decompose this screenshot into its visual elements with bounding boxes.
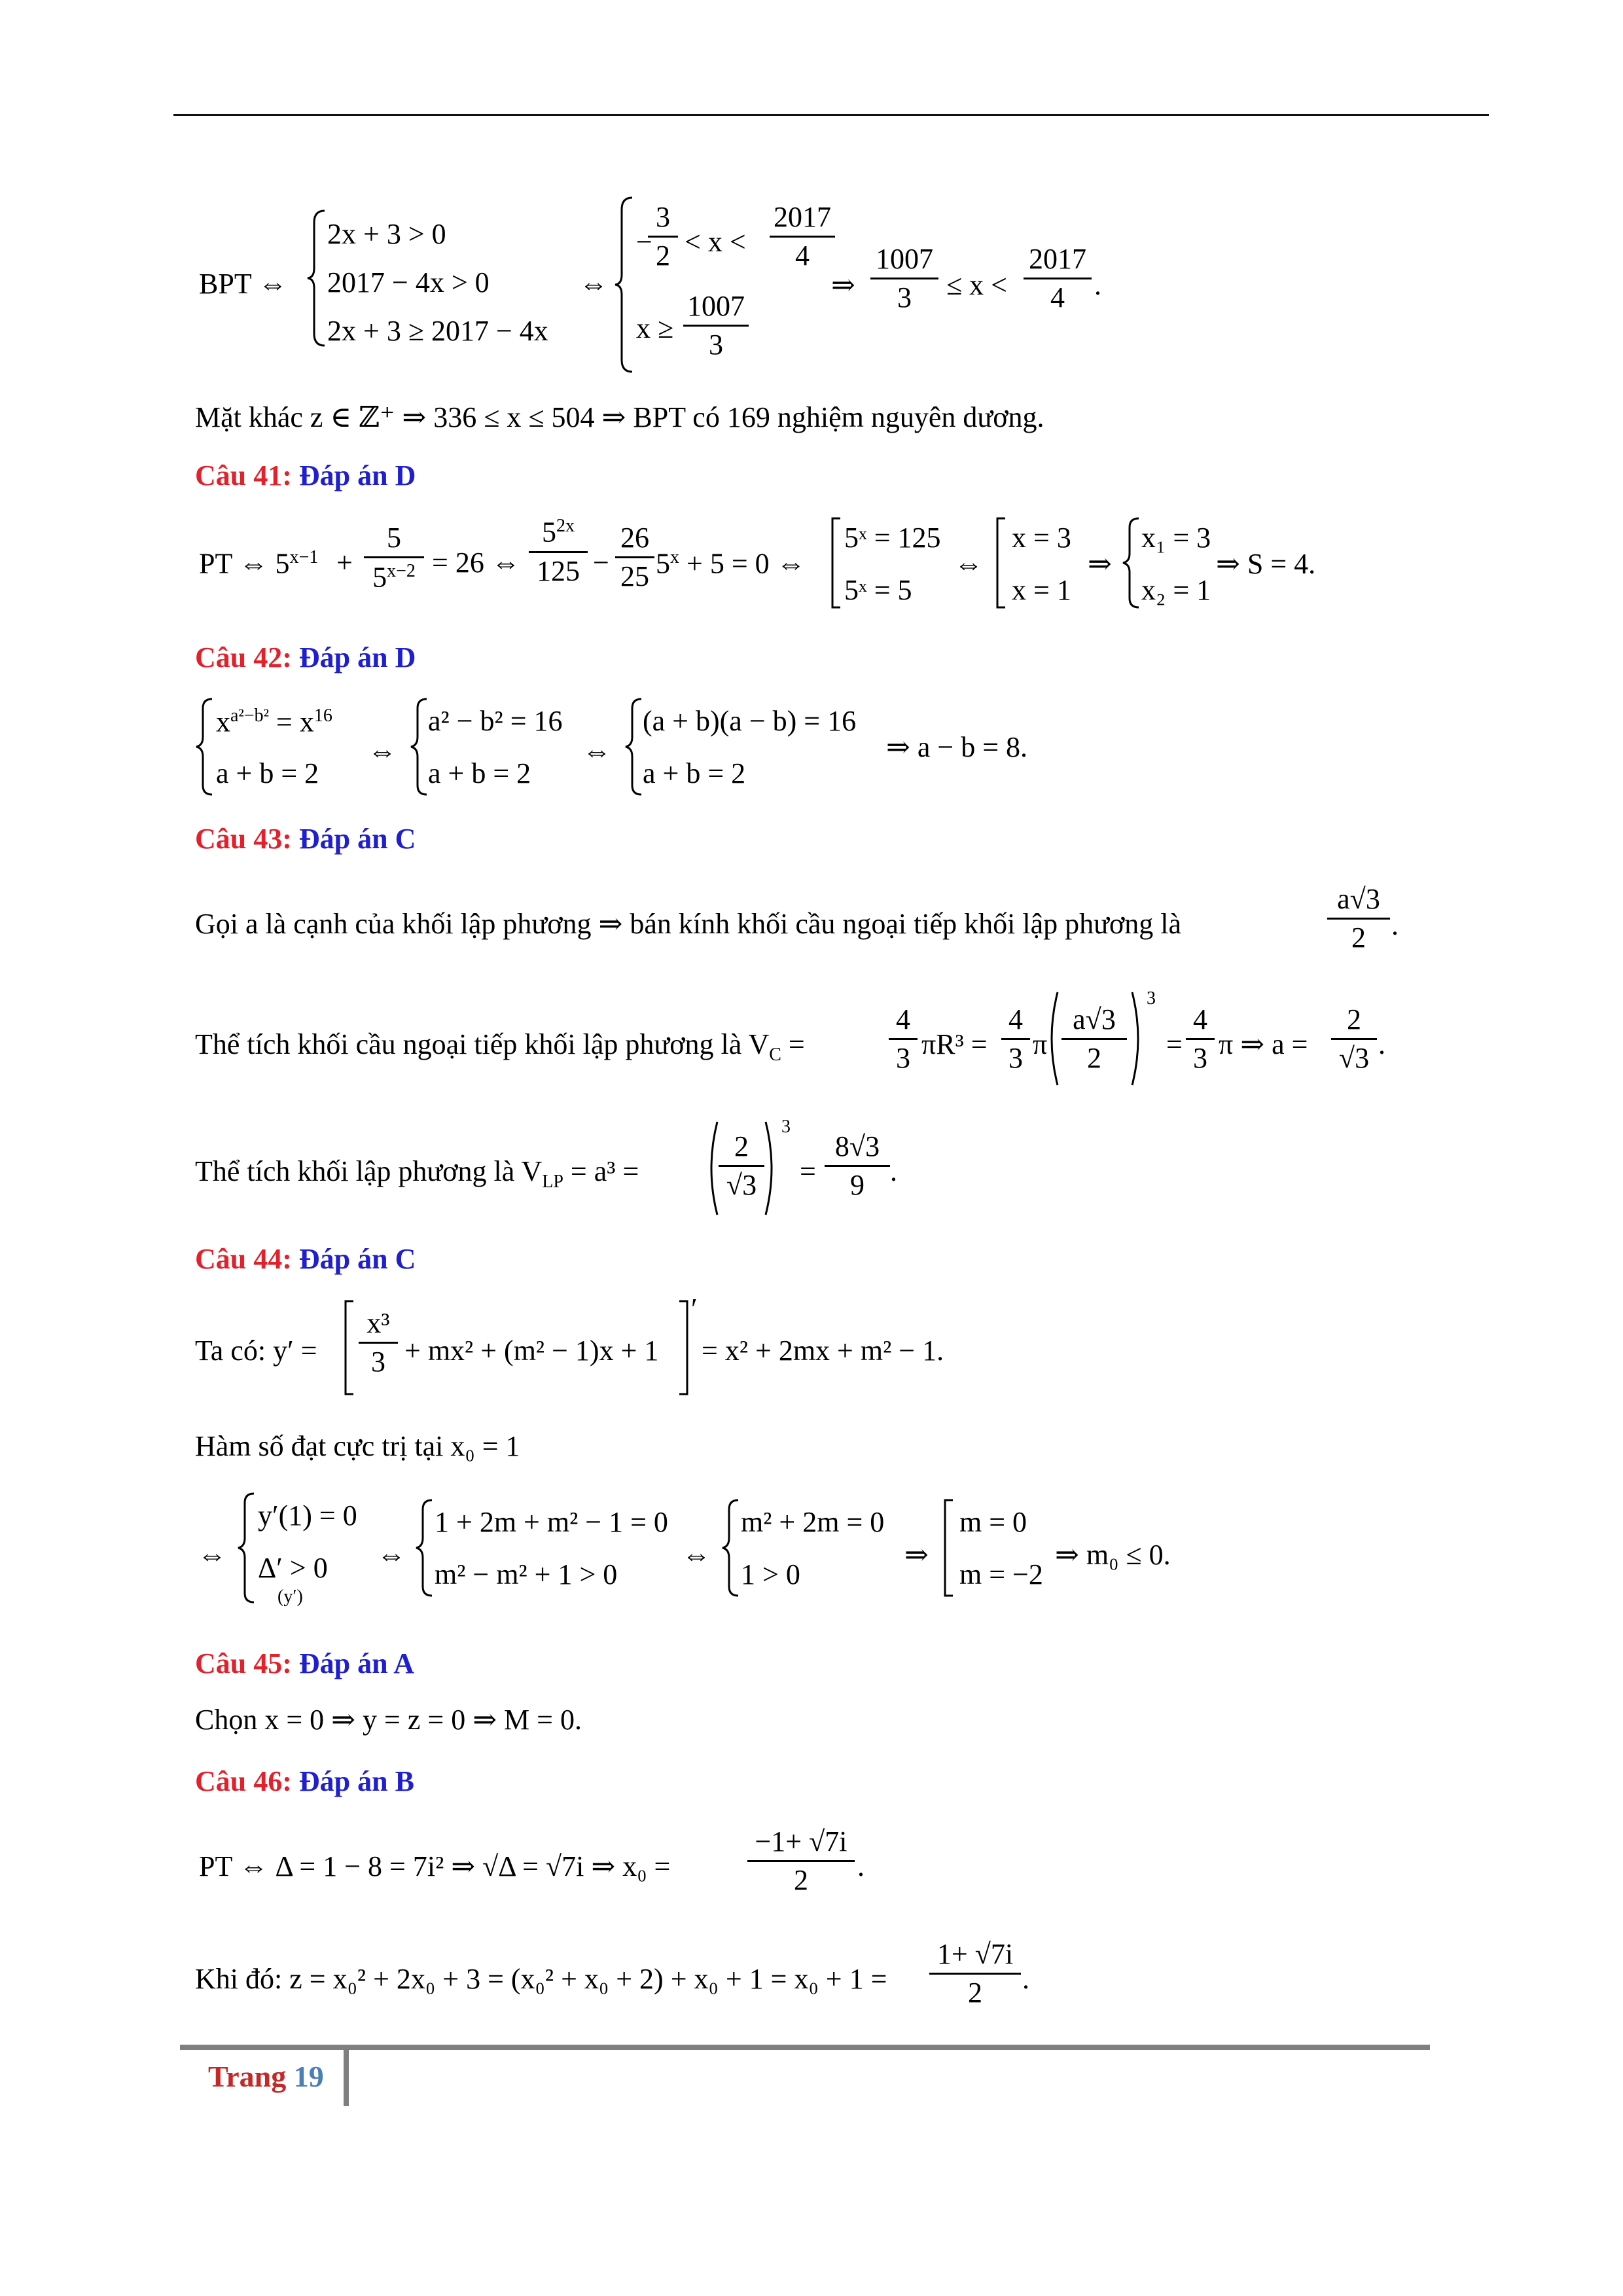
q44-iff-2: ⇔ [377, 1539, 406, 1571]
q41-frac2: $\frac{5^{2x}}{125}$ [529, 517, 588, 586]
q41-b2-row1: x = 3 [1012, 522, 1071, 554]
bpt-sys1-row1: 2x + 3 > 0 [327, 218, 446, 250]
q46-l1-dot: . [857, 1850, 865, 1882]
q41-result: ⇒ S = 4. [1216, 548, 1316, 580]
q46-l1-frac: $\frac{-1+ √7i}{2}$ [747, 1827, 855, 1895]
q41-eq26: = 26 ⇔ [432, 547, 520, 579]
bpt-r1-mid: < x < [685, 226, 746, 258]
q43-heading: Câu 43: Đáp án C [195, 823, 416, 855]
q43-l2-frac5: $\frac{2}{√3}$ [1331, 1005, 1377, 1073]
q44-l1-body: + mx² + (m² − 1)x + 1 [404, 1335, 659, 1367]
q44-l1-prime: ′ [691, 1293, 698, 1325]
q44-line1-pre: Ta có: y′ = [195, 1335, 317, 1367]
q42-s1-row1: $x^{a^2-b^2} = x^{16}$ [216, 706, 332, 738]
q44-l1-res: = x² + 2mx + m² − 1. [702, 1335, 944, 1367]
q43-l3-dot: . [890, 1155, 897, 1187]
q43-line3: Thể tích khối lập phương là $V_{LP} = a^3$ = [195, 1155, 639, 1192]
q44-b4-row2: m = −2 [959, 1558, 1043, 1590]
q43-l2-frac2: $\frac{4}{3}$ [1001, 1005, 1030, 1073]
bpt-lhs: BPT ⇔ [199, 268, 287, 300]
q44-line2: Hàm số đạt cực trị tại x₀ = 1 [195, 1430, 520, 1462]
q42-result: ⇒ a − b = 8. [886, 731, 1028, 763]
q44-heading: Câu 44: Đáp án C [195, 1243, 416, 1275]
q44-bracket-4 [942, 1499, 955, 1597]
q41-bracket-1 [830, 517, 843, 609]
q44-iff-3: ⇔ [682, 1539, 711, 1571]
q44-iff-1: ⇔ [198, 1539, 226, 1571]
bpt-brace-2 [615, 196, 635, 373]
q42-brace-2 [411, 698, 429, 796]
q41-plus: + [336, 547, 353, 579]
q44-imp: ⇒ [904, 1539, 929, 1571]
bpt-r2-pre: x ≥ [636, 312, 674, 344]
q44-s3-row1: m² + 2m = 0 [741, 1506, 885, 1538]
q42-iff-2: ⇔ [582, 735, 611, 767]
bpt-iff: ⇔ [579, 268, 608, 300]
bpt-brace-1 [308, 209, 327, 347]
q44-brace-1 [238, 1492, 257, 1604]
q41-b1-row1: 5ˣ = 125 [844, 522, 941, 554]
q43-l2-mid: πR³ = [921, 1028, 988, 1060]
q43-l2-frac1: $\frac{4}{3}$ [889, 1005, 918, 1073]
q42-s3-row1: (a + b)(a − b) = 16 [643, 705, 857, 737]
bpt-dot: . [1094, 269, 1101, 301]
q43-l3-exp: 3 [781, 1117, 791, 1137]
q44-s2-row2: m² − m² + 1 > 0 [435, 1558, 618, 1590]
page-number-label: Trang 19 [208, 2060, 324, 2093]
bpt-r1-frac: $\frac{3}{2}$ [648, 203, 678, 270]
q43-line1: Gọi a là cạnh của khối lập phương ⇒ bán kính khối cầu ngoại tiếp khối lập phương là [195, 908, 1181, 940]
bpt-r2-frac: $\frac{1007}{3}$ [683, 292, 749, 359]
q44-s1-row1: y′(1) = 0 [258, 1499, 357, 1532]
q41-brace-3 [1123, 517, 1141, 609]
q44-s2-row1: 1 + 2m + m² − 1 = 0 [435, 1506, 668, 1538]
header-rule [173, 114, 1489, 116]
q43-line1-dot: . [1391, 909, 1399, 941]
q41-heading: Câu 41: Đáp án D [195, 459, 416, 492]
q46-l2-dot: . [1022, 1963, 1029, 1995]
bpt-imp: ⇒ [831, 269, 855, 301]
q42-heading: Câu 42: Đáp án D [195, 641, 416, 673]
q44-brace-2 [416, 1499, 435, 1597]
q43-line1-frac: $\frac{a√3}{2}$ [1327, 885, 1390, 952]
q46-l2-frac: $\frac{1+ √7i}{2}$ [929, 1940, 1021, 2007]
q43-l3-eq: = [800, 1155, 816, 1187]
bpt-r1-minus: − [636, 226, 652, 258]
q42-s2-row2: a + b = 2 [428, 757, 531, 789]
q45-line1: Chọn x = 0 ⇒ y = z = 0 ⇒ M = 0. [195, 1704, 582, 1736]
q43-l2-mid2: π ⇒ a = [1219, 1028, 1308, 1060]
q44-l1-frac: $\frac{\text{x³}}{3}$ [359, 1309, 398, 1376]
q41-tail: 5$^x$ + 5 = 0 ⇔ [656, 547, 806, 580]
q44-s3-row2: 1 > 0 [741, 1558, 800, 1590]
bpt-sys1-row2: 2017 − 4x > 0 [327, 266, 490, 298]
q44-b4-row1: m = 0 [959, 1506, 1027, 1538]
footer-divider [344, 2047, 349, 2106]
bpt-res-frac1: $\frac{1007}{3}$ [870, 245, 938, 312]
q42-brace-1 [196, 698, 215, 796]
q43-l2-eq2: = [1166, 1028, 1183, 1060]
q44-s1-sub: (y′) [277, 1587, 303, 1607]
q46-line2: Khi đó: z = x₀² + 2x₀ + 3 = (x₀² + x₀ + 2) + x₀ + 1 = x₀ + 1 = [195, 1963, 887, 1995]
q43-line2: Thể tích khối cầu ngoại tiếp khối lập phương là $V_C$ = [195, 1028, 805, 1065]
q44-result: ⇒ m₀ ≤ 0. [1055, 1539, 1171, 1571]
q41-b3-row2: x₂ = 1 [1141, 574, 1211, 606]
q41-b2-row2: x = 1 [1012, 574, 1071, 606]
q44-brace-3 [722, 1499, 741, 1597]
q43-l3-frac2: $\frac{8√3}{9}$ [825, 1132, 890, 1200]
bpt-res-frac2: $\frac{2017}{4}$ [1024, 245, 1092, 312]
q41-iff: ⇔ [954, 548, 983, 580]
q41-minus: − [593, 547, 609, 579]
q46-line1: PT ⇔ Δ = 1 − 8 = 7i² ⇒ √Δ = √7i ⇒ x₀ = [199, 1850, 671, 1882]
q42-s2-row1: a² − b² = 16 [428, 705, 563, 737]
bpt-sys1-row3: 2x + 3 ≥ 2017 − 4x [327, 315, 548, 347]
q42-brace-3 [626, 698, 644, 796]
footer-rule [180, 2045, 1430, 2050]
q42-iff-1: ⇔ [368, 735, 397, 767]
q41-frac3: $\frac{26}{25}$ [615, 524, 654, 591]
q41-frac1: $\frac{5}{5^{x-2}}$ [364, 524, 424, 592]
q42-s3-row2: a + b = 2 [643, 757, 746, 789]
q45-heading: Câu 45: Đáp án A [195, 1647, 414, 1679]
q43-l2-pi: π [1033, 1028, 1048, 1060]
q43-l2-frac4: $\frac{4}{3}$ [1186, 1005, 1215, 1073]
q43-l2-dot: . [1378, 1028, 1385, 1060]
bpt-line2: Mặt khác z ∈ ℤ⁺ ⇒ 336 ≤ x ≤ 504 ⇒ BPT có 169 nghiệm nguyên dương. [195, 401, 1044, 433]
q43-l2-frac3: $\frac{a√3}{2}$ [1061, 1005, 1127, 1073]
q41-bracket-2 [995, 517, 1008, 609]
q43-l3-frac1: $\frac{2}{√3}$ [719, 1132, 764, 1200]
q41-lhs: PT ⇔ $5^{x-1}$ [199, 547, 319, 580]
bpt-r1-frac2: $\frac{2017}{4}$ [770, 203, 835, 270]
q41-b1-row2: 5ˣ = 5 [844, 574, 912, 606]
bpt-res-mid: ≤ x < [946, 269, 1007, 301]
q44-s1-row2: Δ′ > 0 [258, 1552, 328, 1584]
q41-imp: ⇒ [1088, 548, 1112, 580]
q41-b3-row1: x₁ = 3 [1141, 522, 1211, 554]
q46-heading: Câu 46: Đáp án B [195, 1765, 414, 1797]
q43-l2-exp: 3 [1147, 988, 1156, 1009]
q42-s1-row2: a + b = 2 [216, 757, 319, 789]
